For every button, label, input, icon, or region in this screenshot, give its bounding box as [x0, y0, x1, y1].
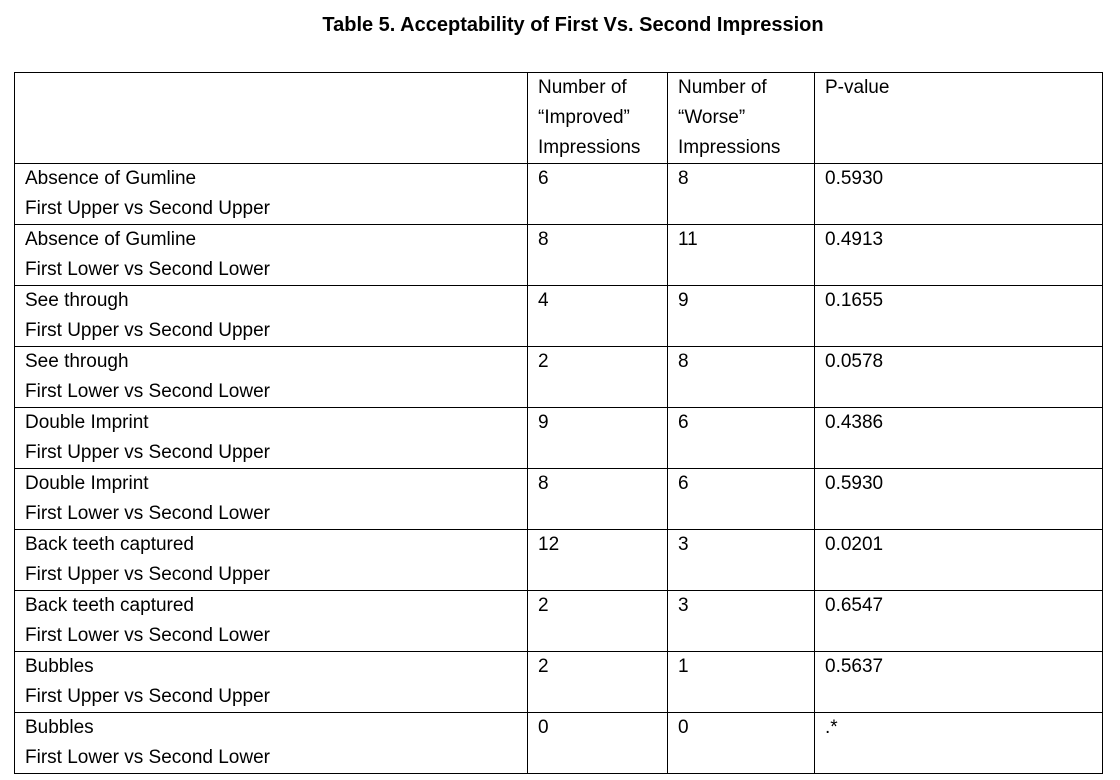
worse-count-cell: 8 — [668, 164, 815, 225]
worse-count-cell: 11 — [668, 225, 815, 286]
row-comparison: First Upper vs Second Upper — [25, 564, 270, 585]
results-table — [14, 72, 1103, 774]
row-measure: See through — [25, 351, 129, 372]
row-measure: Bubbles — [25, 656, 94, 677]
row-label-cell — [15, 347, 528, 408]
table-row — [15, 225, 1103, 286]
p-value-cell: 0.4913 — [815, 225, 1103, 286]
table-row — [15, 164, 1103, 225]
p-value-cell: 0.0578 — [815, 347, 1103, 408]
header-worse-line: Number of — [678, 77, 767, 98]
row-label-cell — [15, 164, 528, 225]
header-label-cell — [15, 73, 528, 164]
row-measure: See through — [25, 290, 129, 311]
worse-count-cell: 0 — [668, 713, 815, 774]
row-label-cell — [15, 713, 528, 774]
row-label-cell — [15, 286, 528, 347]
table-row — [15, 713, 1103, 774]
header-worse-cell — [668, 73, 815, 164]
row-comparison: First Lower vs Second Lower — [25, 259, 270, 280]
p-value-cell: 0.5930 — [815, 469, 1103, 530]
row-measure: Back teeth captured — [25, 534, 194, 555]
row-label-cell — [15, 225, 528, 286]
worse-count-cell: 1 — [668, 652, 815, 713]
worse-count-cell: 6 — [668, 469, 815, 530]
header-improved-line: “Improved” — [538, 107, 630, 128]
table-row — [15, 652, 1103, 713]
header-improved-cell — [528, 73, 668, 164]
row-measure: Double Imprint — [25, 473, 149, 494]
table-row — [15, 591, 1103, 652]
improved-count-cell: 9 — [528, 408, 668, 469]
improved-count-cell: 8 — [528, 469, 668, 530]
table-row — [15, 408, 1103, 469]
improved-count-cell: 0 — [528, 713, 668, 774]
improved-count-cell: 12 — [528, 530, 668, 591]
improved-count-cell: 6 — [528, 164, 668, 225]
row-label-cell — [15, 530, 528, 591]
improved-count-cell: 2 — [528, 591, 668, 652]
table-row — [15, 347, 1103, 408]
header-worse-line: Impressions — [678, 137, 781, 158]
p-value-cell: 0.6547 — [815, 591, 1103, 652]
row-measure: Absence of Gumline — [25, 168, 197, 189]
row-measure: Double Imprint — [25, 412, 149, 433]
header-row — [15, 73, 1103, 164]
table-title: Table 5. Acceptability of First Vs. Second Impression — [322, 14, 824, 36]
p-value-cell: 0.0201 — [815, 530, 1103, 591]
row-measure: Absence of Gumline — [25, 229, 197, 250]
improved-count-cell: 8 — [528, 225, 668, 286]
row-comparison: First Lower vs Second Lower — [25, 747, 270, 768]
row-measure: Back teeth captured — [25, 595, 194, 616]
header-p-value-cell: P-value — [815, 73, 1103, 164]
table-row — [15, 286, 1103, 347]
worse-count-cell: 8 — [668, 347, 815, 408]
row-comparison: First Upper vs Second Upper — [25, 198, 270, 219]
table-row — [15, 530, 1103, 591]
header-worse-line: “Worse” — [678, 107, 746, 128]
worse-count-cell: 9 — [668, 286, 815, 347]
p-value-cell: 0.5637 — [815, 652, 1103, 713]
improved-count-cell: 4 — [528, 286, 668, 347]
row-label-cell — [15, 652, 528, 713]
row-comparison: First Upper vs Second Upper — [25, 320, 270, 341]
improved-count-cell: 2 — [528, 652, 668, 713]
row-label-cell — [15, 408, 528, 469]
row-comparison: First Upper vs Second Upper — [25, 686, 270, 707]
improved-count-cell: 2 — [528, 347, 668, 408]
row-comparison: First Upper vs Second Upper — [25, 442, 270, 463]
row-measure: Bubbles — [25, 717, 94, 738]
row-comparison: First Lower vs Second Lower — [25, 503, 270, 524]
row-comparison: First Lower vs Second Lower — [25, 625, 270, 646]
row-label-cell — [15, 469, 528, 530]
row-label-cell — [15, 591, 528, 652]
table-body — [15, 164, 1103, 774]
header-improved-line: Number of — [538, 77, 627, 98]
worse-count-cell: 3 — [668, 530, 815, 591]
p-value-cell: 0.1655 — [815, 286, 1103, 347]
p-value-cell: .* — [815, 713, 1103, 774]
p-value-cell: 0.5930 — [815, 164, 1103, 225]
row-comparison: First Lower vs Second Lower — [25, 381, 270, 402]
p-value-cell: 0.4386 — [815, 408, 1103, 469]
worse-count-cell: 6 — [668, 408, 815, 469]
worse-count-cell: 3 — [668, 591, 815, 652]
table-row — [15, 469, 1103, 530]
header-improved-line: Impressions — [538, 137, 641, 158]
